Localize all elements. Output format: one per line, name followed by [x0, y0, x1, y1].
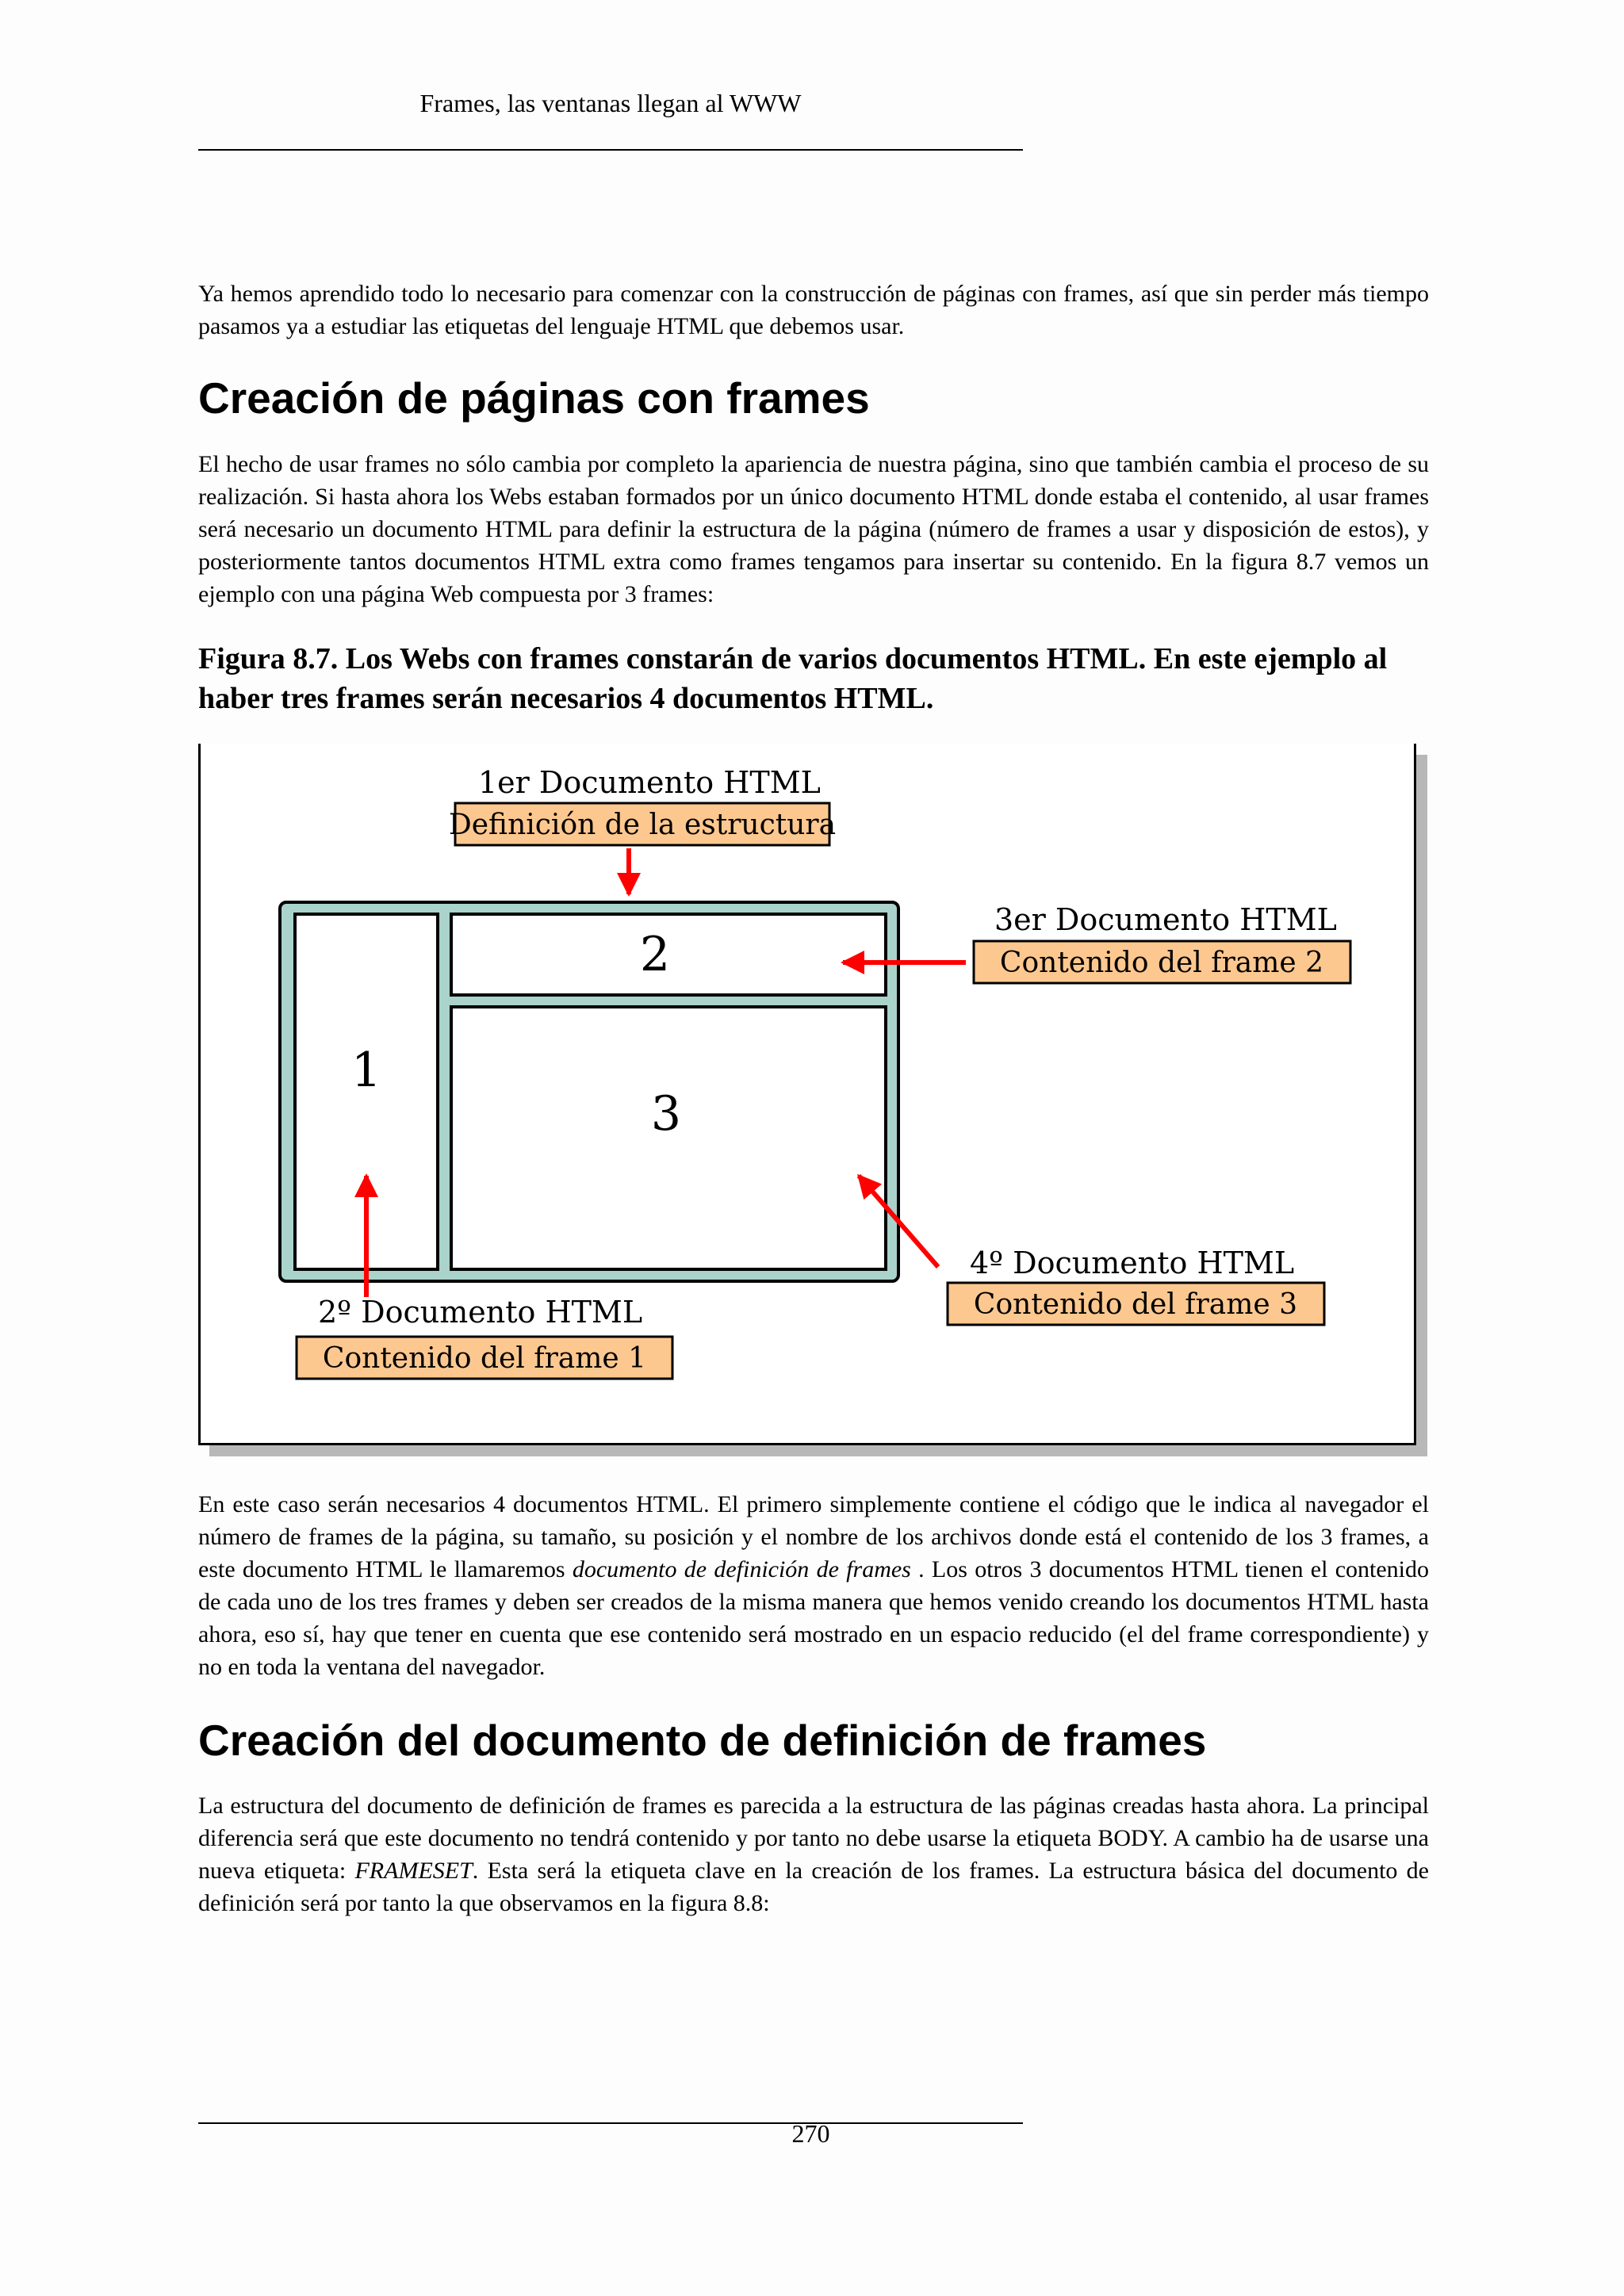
section-2-emphasis: FRAMESET: [354, 1858, 473, 1884]
after-figure-emphasis: documento de definición de frames: [572, 1556, 911, 1582]
page-number: 270: [791, 2119, 830, 2148]
section-2: [198, 1715, 1429, 1766]
after-figure-paragraph: [198, 1488, 1429, 1683]
frame-3-number: 3: [650, 1086, 682, 1142]
header-rule: [198, 149, 1023, 151]
section-1-body: [198, 448, 1429, 610]
frame-1-number: 1: [350, 1043, 382, 1098]
section-1-paragraph: El hecho de usar frames no sólo cambia por completo la apariencia de nuestra página, sino que también cambia el proceso de su realización. Si hasta ahora los Webs estaban formados por un único documento HTML donde estaba el contenido, al usar frames será necesario un documento HTML para definir la estructura de la página (número de frames a usar y disposición de estos), y posteriormente tantos documentos HTML extra como frames tengamos para insertar su contenido. En la figura 8.7 vemos un ejemplo con una página Web compuesta por 3 frames:: [198, 451, 1429, 607]
doc-3-label: Contenido del frame 2: [999, 947, 1324, 979]
after-figure-block: [198, 1488, 1429, 1683]
doc-1-label: Definición de la estructura: [448, 809, 837, 841]
figure-caption: Figura 8.7. Los Webs con frames constarán de varios documentos HTML. En este ejemplo al haber tres frames serán necesarios 4 documentos HTML.: [198, 642, 1388, 715]
section-2-text-after: . Esta será la etiqueta clave en la creación de los frames. La estructura básica del documento de definición será por tanto la que observamos en la figura 8.8:: [198, 1858, 1429, 1916]
doc-4-title: 4º Documento HTML: [970, 1246, 1295, 1280]
intro-paragraph: Ya hemos aprendido todo lo necesario para comenzar con la construcción de páginas con frames, así que sin perder más tiempo pasamos ya a estudiar las etiquetas del lenguaje HTML que debemos usar.: [198, 281, 1429, 339]
section-2-body: [198, 1789, 1429, 1919]
section-1-heading: Creación de páginas con frames: [198, 373, 870, 423]
doc-3-title: 3er Documento HTML: [994, 902, 1337, 937]
doc-2-title: 2º Documento HTML: [318, 1295, 643, 1330]
section-2-heading: Creación del documento de definición de frames: [198, 1716, 1207, 1765]
doc-2-label: Contenido del frame 1: [322, 1342, 647, 1375]
frames-diagram: [201, 744, 1414, 1443]
doc-4-label: Contenido del frame 3: [973, 1288, 1298, 1321]
doc-1-title: 1er Documento HTML: [478, 765, 821, 800]
figure-8-7: [198, 744, 1416, 1445]
running-header-title: Frames, las ventanas llegan al WWW: [419, 89, 802, 117]
frame-2-number: 2: [639, 927, 671, 982]
section-1: [198, 373, 1429, 423]
section-2-paragraph: [198, 1789, 1429, 1919]
intro-paragraph-block: [198, 277, 1429, 342]
after-figure-text-before: En este caso serán necesarios 4 documentos HTML. El primero simplemente contiene el código que le indica al navegador el número de frames de la página, su tamaño, su posición y el nombre de los archivos donde está el contenido de los 3 frames, a este documento HTML le llamaremos: [198, 1491, 1429, 1582]
figure-caption-block: [198, 639, 1429, 718]
section-2-text-before: La estructura del documento de definición de frames es parecida a la estructura de las páginas creadas hasta ahora. La principal diferencia será que este documento no tendrá contenido y por tanto no debe usarse la etiqueta BODY. A cambio ha de usarse una nueva etiqueta:: [198, 1793, 1429, 1884]
after-figure-text-after: . Los otros 3 documentos HTML tienen el contenido de cada uno de los tres frames y deben ser creados de la misma manera que hemos venido creando los documentos HTML hasta ahora, eso sí, hay que tener en cuenta que ese contenido será mostrado en un espacio reducido (el del frame correspondiente) y no en toda la ventana del navegador.: [198, 1556, 1429, 1680]
